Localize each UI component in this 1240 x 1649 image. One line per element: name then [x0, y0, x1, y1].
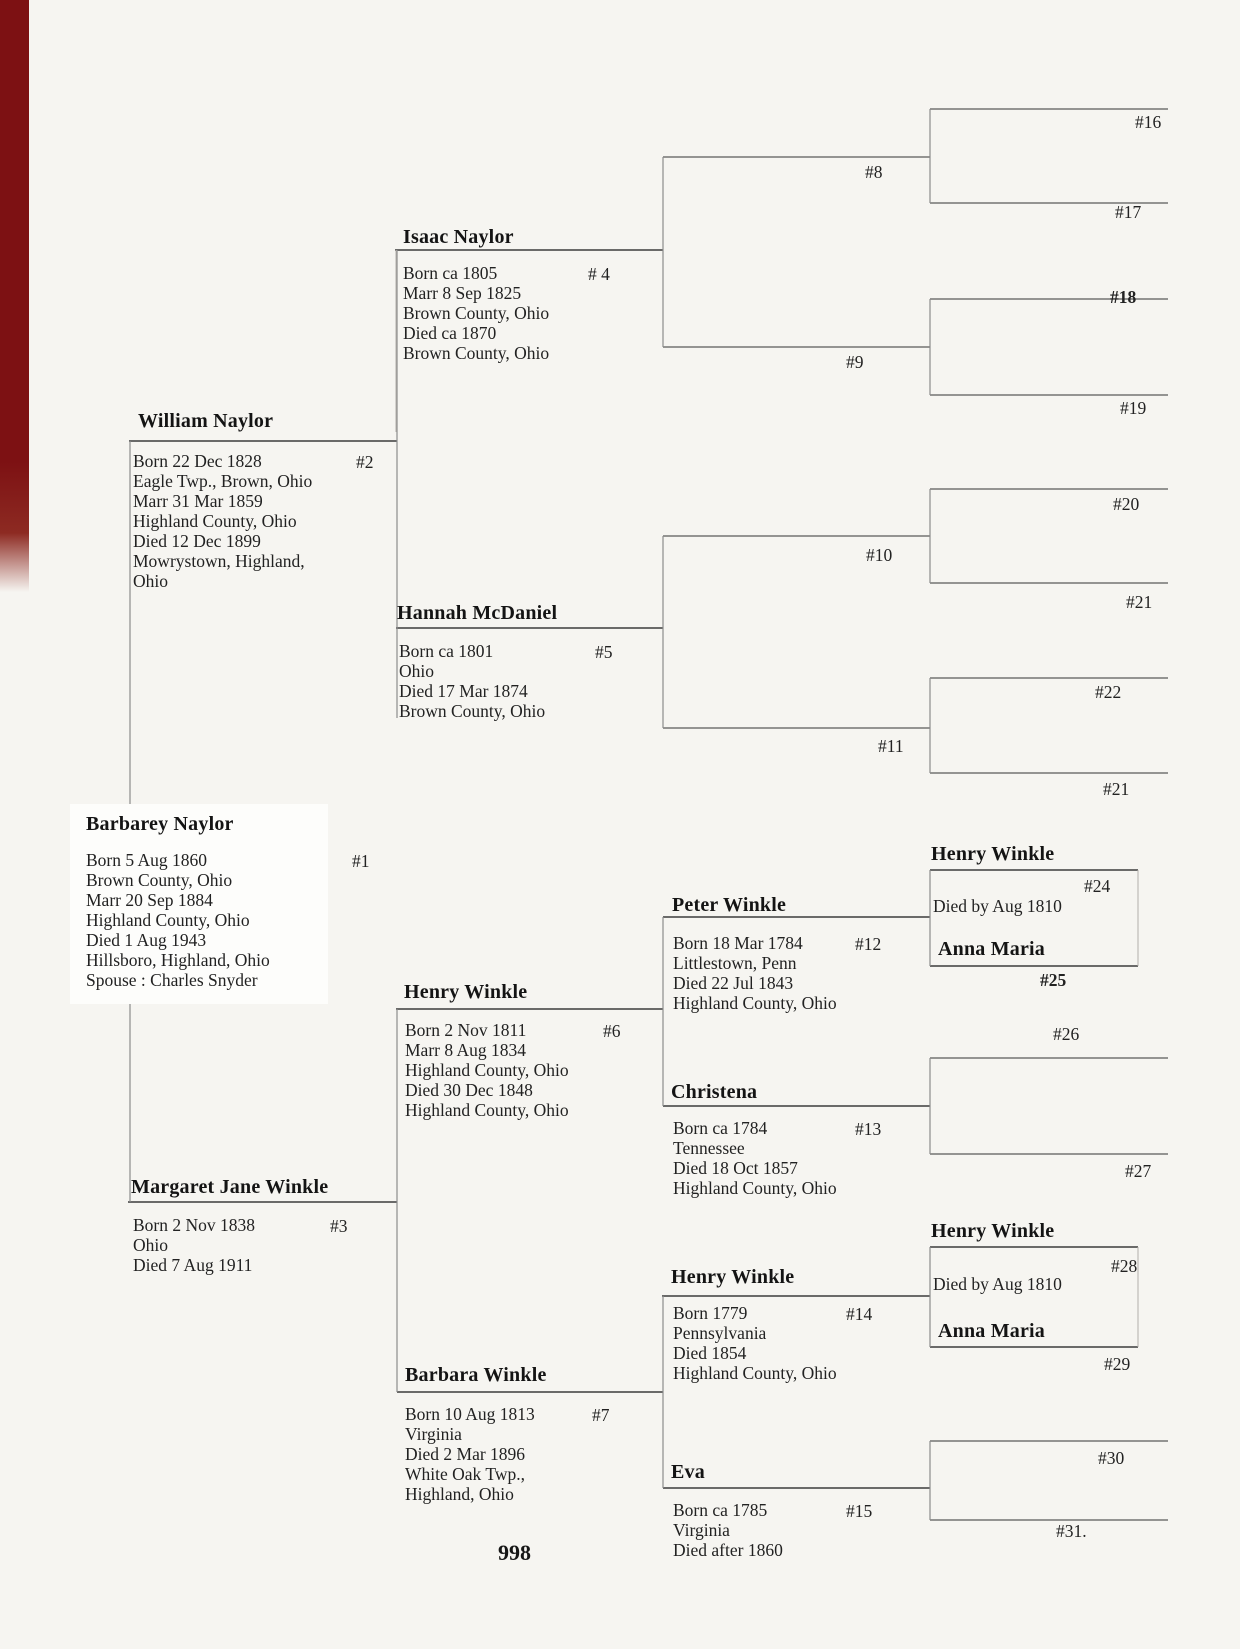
person-1-details	[86, 850, 270, 990]
person-24-number: #24	[1084, 876, 1111, 896]
person-2-name: William Naylor	[138, 410, 274, 432]
detail-line: Marr 8 Aug 1834	[405, 1040, 527, 1060]
person-29-number: #29	[1104, 1354, 1131, 1374]
detail-line: Died 18 Oct 1857	[673, 1158, 798, 1178]
person-14-number: #14	[846, 1304, 873, 1324]
slot-label-8: #8	[865, 162, 883, 182]
person-28-details	[933, 1274, 1062, 1294]
detail-line: Highland County, Ohio	[86, 910, 250, 930]
person-12-details	[673, 933, 837, 1013]
slot-label-17: #17	[1115, 202, 1142, 222]
slot-label-19: #19	[1120, 398, 1147, 418]
detail-line: Died 7 Aug 1911	[133, 1255, 253, 1275]
detail-line: Highland County, Ohio	[405, 1100, 569, 1120]
detail-line: Born ca 1784	[673, 1118, 768, 1138]
person-15-name: Eva	[671, 1461, 705, 1483]
person-4-details	[403, 263, 549, 363]
detail-line: Virginia	[673, 1520, 730, 1540]
slot-label-18: #18	[1110, 287, 1137, 307]
red-binding-stripe	[0, 0, 29, 592]
detail-line: Highland County, Ohio	[673, 1178, 837, 1198]
person-2-number: #2	[356, 452, 374, 472]
detail-line: Tennessee	[673, 1138, 745, 1158]
detail-line: Born 22 Dec 1828	[133, 451, 262, 471]
detail-line: Died by Aug 1810	[933, 1274, 1062, 1294]
person-5-details	[399, 641, 545, 721]
person-13-name: Christena	[671, 1081, 758, 1103]
person-28-number: #28	[1111, 1256, 1138, 1276]
page-number: 998	[498, 1540, 531, 1565]
person-1-number: #1	[352, 851, 370, 871]
slot-label-23: #21	[1103, 779, 1130, 799]
person-29-name: Anna Maria	[938, 1320, 1045, 1342]
detail-line: Littlestown, Penn	[673, 953, 797, 973]
detail-line: Died 12 Dec 1899	[133, 531, 261, 551]
person-5-name: Hannah McDaniel	[397, 602, 558, 624]
slot-label-9: #9	[846, 352, 864, 372]
detail-line: Ohio	[399, 661, 434, 681]
person-14-details	[673, 1303, 837, 1383]
person-12-number: #12	[855, 934, 882, 954]
detail-line: Ohio	[133, 571, 168, 591]
detail-line: Born 10 Aug 1813	[405, 1404, 535, 1424]
person-2-details	[133, 451, 312, 591]
person-6-name: Henry Winkle	[404, 981, 528, 1003]
detail-line: Born 2 Nov 1838	[133, 1215, 256, 1235]
detail-line: Died ca 1870	[403, 323, 497, 343]
detail-line: Highland County, Ohio	[405, 1060, 569, 1080]
person-3-name: Margaret Jane Winkle	[131, 1176, 329, 1198]
person-4-name: Isaac Naylor	[403, 226, 514, 248]
slot-label-27: #27	[1125, 1161, 1152, 1181]
slot-label-10: #10	[866, 545, 893, 565]
detail-line: Died 1854	[673, 1343, 747, 1363]
slot-label-20: #20	[1113, 494, 1140, 514]
detail-line: Born 5 Aug 1860	[86, 850, 208, 870]
detail-line: Highland County, Ohio	[133, 511, 297, 531]
detail-line: White Oak Twp.,	[405, 1464, 525, 1484]
detail-line: Died by Aug 1810	[933, 896, 1062, 916]
detail-line: Eagle Twp., Brown, Ohio	[133, 471, 313, 491]
detail-line: Hillsboro, Highland, Ohio	[86, 950, 270, 970]
detail-line: Marr 20 Sep 1884	[86, 890, 213, 910]
person-14-name: Henry Winkle	[671, 1266, 795, 1288]
slot-label-11: #11	[878, 736, 904, 756]
detail-line: Highland County, Ohio	[673, 1363, 837, 1383]
detail-line: Spouse : Charles Snyder	[86, 970, 258, 990]
person-13-number: #13	[855, 1119, 882, 1139]
detail-line: Mowrystown, Highland,	[133, 551, 305, 571]
person-24-name: Henry Winkle	[931, 843, 1055, 865]
detail-line: Died 22 Jul 1843	[673, 973, 794, 993]
person-15-number: #15	[846, 1501, 873, 1521]
slot-label-16: #16	[1135, 112, 1162, 132]
slot-label-22: #22	[1095, 682, 1122, 702]
detail-line: Brown County, Ohio	[403, 343, 550, 363]
slot-label-26: #26	[1053, 1024, 1080, 1044]
person-12-name: Peter Winkle	[672, 894, 787, 916]
detail-line: Ohio	[133, 1235, 168, 1255]
detail-line: Died after 1860	[673, 1540, 783, 1560]
slot-label-31: #31.	[1056, 1521, 1087, 1541]
detail-line: Highland County, Ohio	[673, 993, 837, 1013]
detail-line: Brown County, Ohio	[403, 303, 550, 323]
detail-line: Brown County, Ohio	[86, 870, 233, 890]
detail-line: Born ca 1785	[673, 1500, 768, 1520]
detail-line: Born 2 Nov 1811	[405, 1020, 527, 1040]
detail-line: Died 30 Dec 1848	[405, 1080, 533, 1100]
detail-line: Marr 8 Sep 1825	[403, 283, 522, 303]
person-6-number: #6	[603, 1021, 621, 1041]
detail-line: Marr 31 Mar 1859	[133, 491, 263, 511]
detail-line: Brown County, Ohio	[399, 701, 546, 721]
person-25-number: #25	[1040, 970, 1067, 990]
detail-line: Born ca 1805	[403, 263, 498, 283]
person-6-details	[405, 1020, 569, 1120]
detail-line: Pennsylvania	[673, 1323, 767, 1343]
person-3-details	[133, 1215, 255, 1275]
detail-line: Born 1779	[673, 1303, 748, 1323]
person-7-number: #7	[592, 1405, 610, 1425]
detail-line: Died 17 Mar 1874	[399, 681, 528, 701]
detail-line: Died 2 Mar 1896	[405, 1444, 526, 1464]
detail-line: Highland, Ohio	[405, 1484, 514, 1504]
person-24-details	[933, 896, 1062, 916]
slot-label-21: #21	[1126, 592, 1153, 612]
person-13-details	[673, 1118, 837, 1198]
person-4-number: # 4	[588, 264, 610, 284]
person-28-name: Henry Winkle	[931, 1220, 1055, 1242]
person-15-details	[673, 1500, 783, 1560]
detail-line: Virginia	[405, 1424, 462, 1444]
person-7-name: Barbara Winkle	[405, 1364, 547, 1386]
person-25-name: Anna Maria	[938, 938, 1045, 960]
detail-line: Born ca 1801	[399, 641, 494, 661]
person-1-name: Barbarey Naylor	[86, 813, 234, 835]
detail-line: Born 18 Mar 1784	[673, 933, 803, 953]
person-7-details	[405, 1404, 535, 1504]
person-5-number: #5	[595, 642, 613, 662]
slot-label-30: #30	[1098, 1448, 1125, 1468]
detail-line: Died 1 Aug 1943	[86, 930, 207, 950]
person-3-number: #3	[330, 1216, 348, 1236]
